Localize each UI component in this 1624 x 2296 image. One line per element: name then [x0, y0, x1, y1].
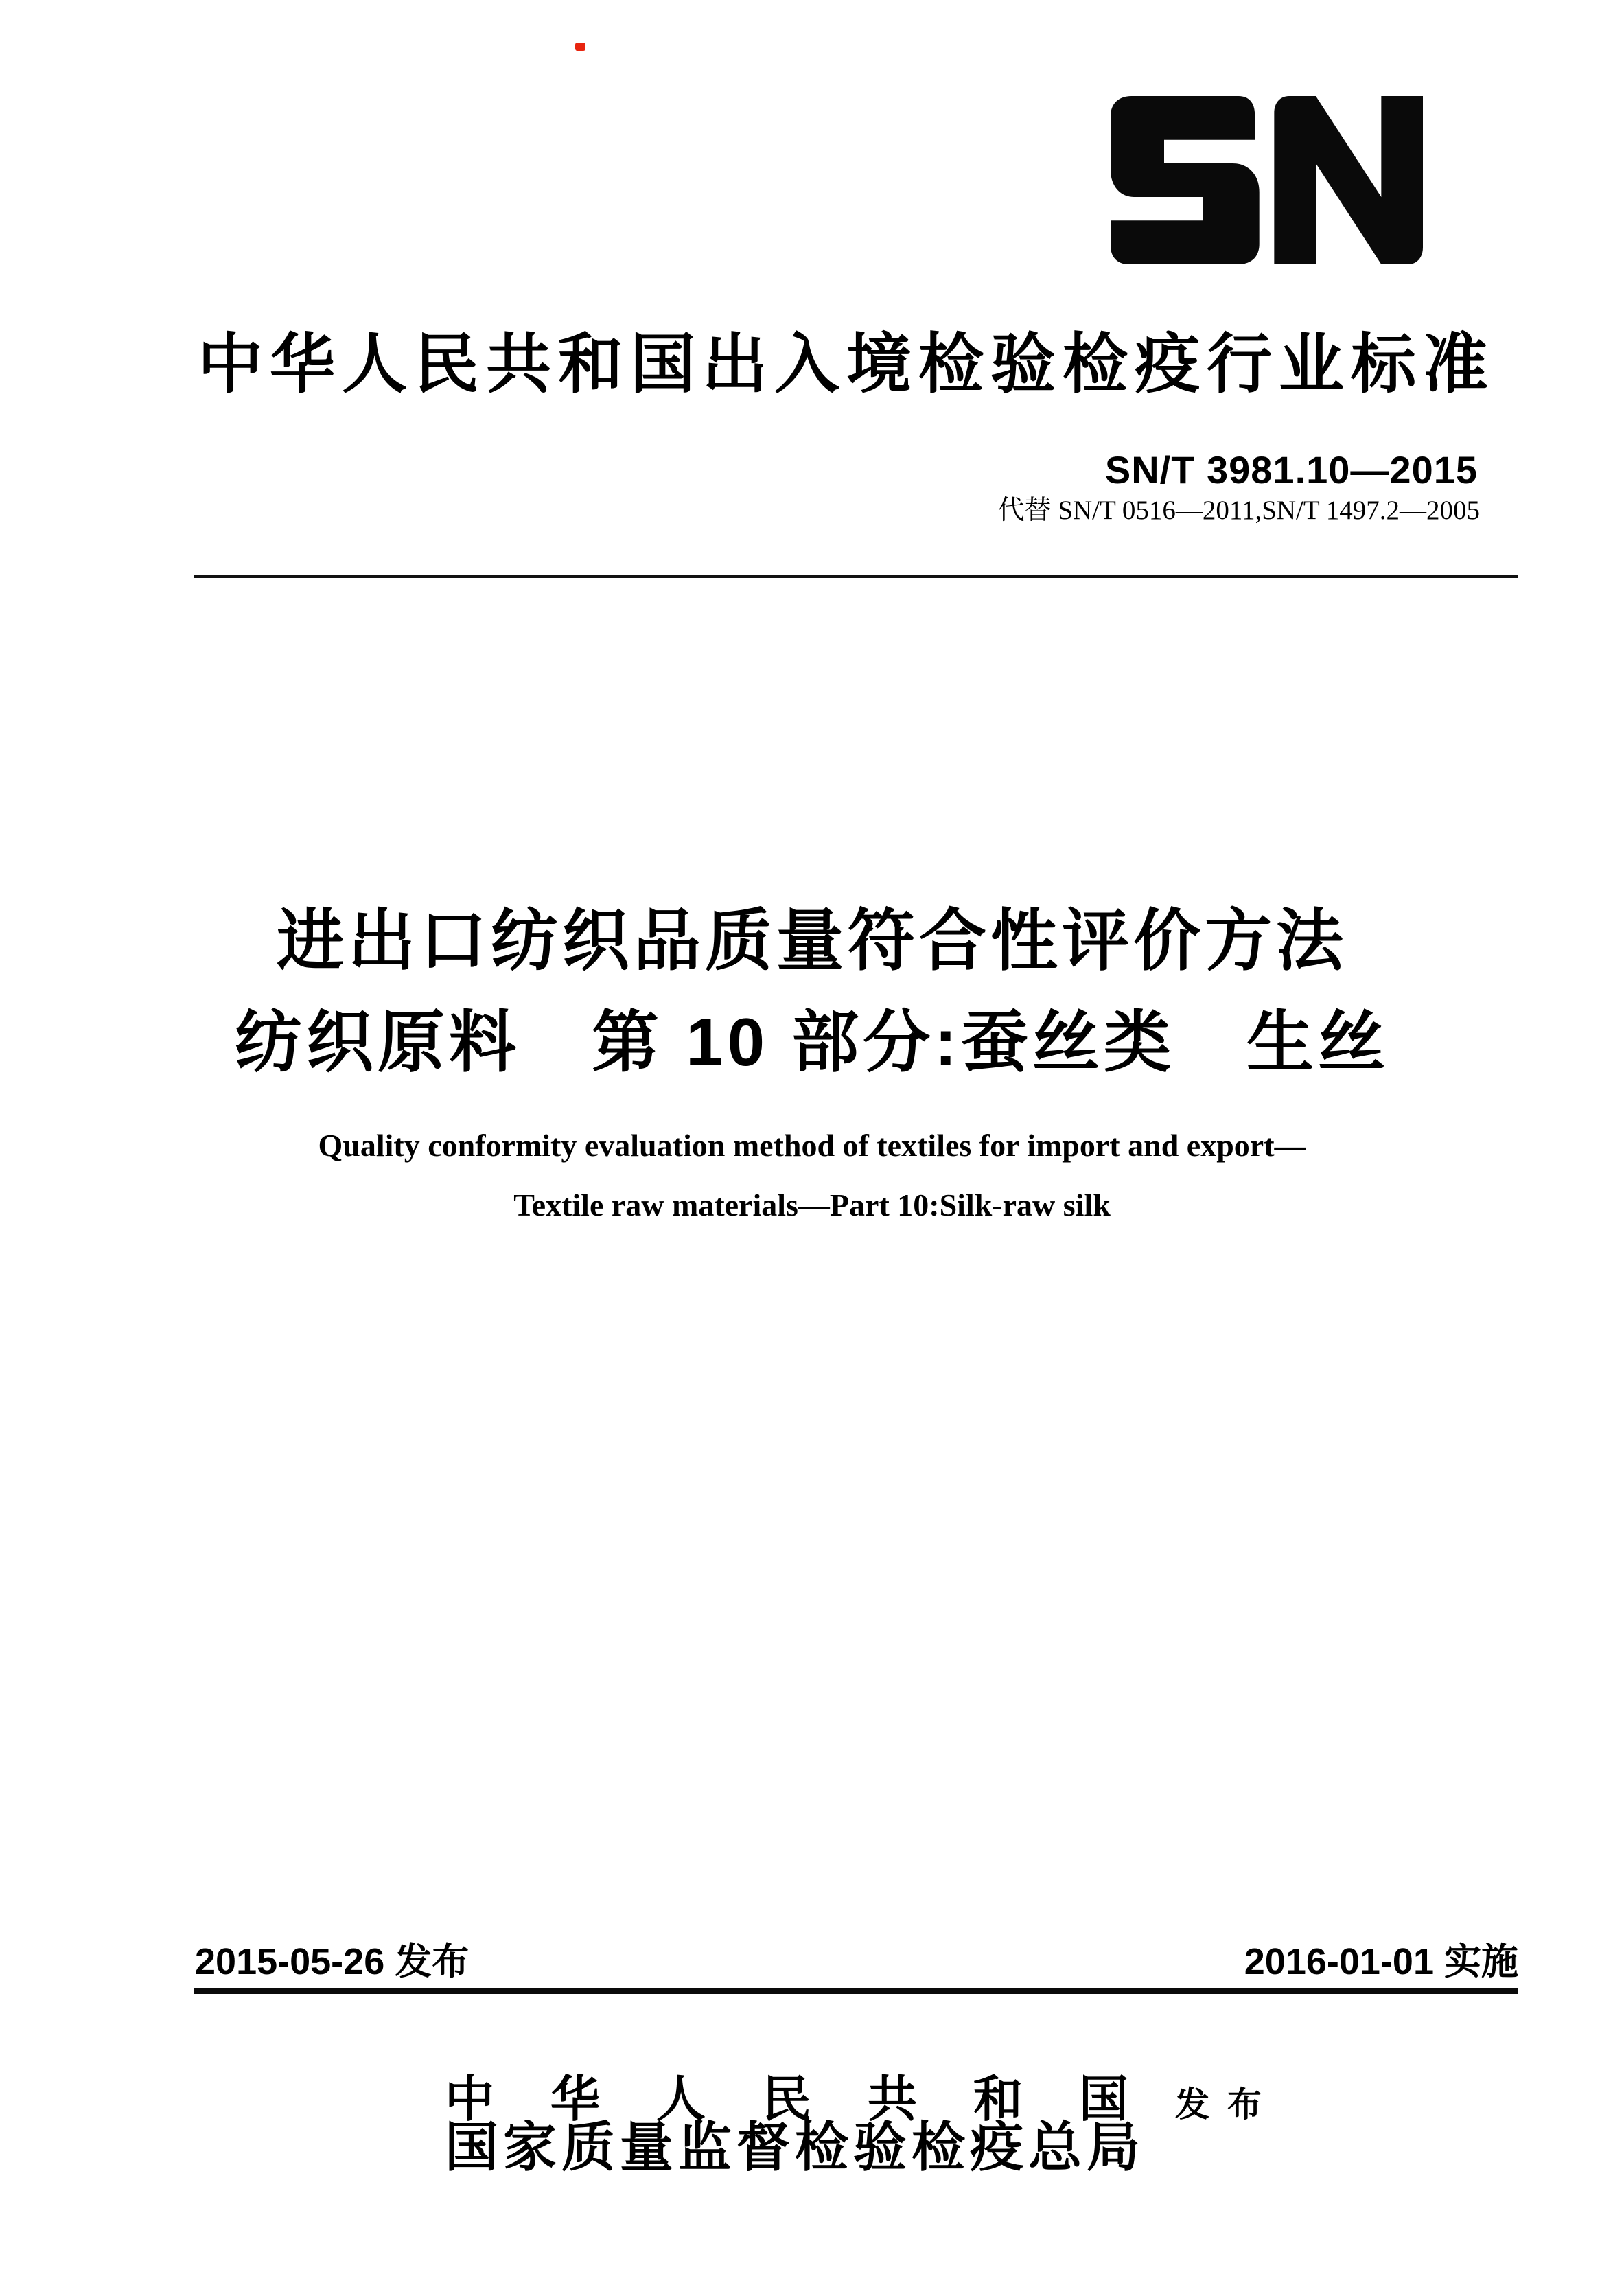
sn-logo-icon [1111, 96, 1423, 264]
publish-label: 发布 [1175, 2085, 1279, 2124]
publisher-name-line1: 中华人民共和国 [445, 2072, 1185, 2127]
footer-divider-rule [194, 1988, 1518, 1994]
document-title-en-line2: Textile raw materials—Part 10:Silk-raw silk [513, 1187, 1111, 1222]
header-divider-rule [194, 575, 1518, 578]
sn-logo [1111, 96, 1423, 264]
standard-number: SN/T 3981.10—2015 [1104, 448, 1478, 491]
industry-standard-heading: 中华人民共和国出入境检验检疫行业标准 [198, 328, 1496, 401]
document-title-en-line1: Quality conformity evaluation method of textiles for import and export— [318, 1128, 1306, 1163]
implementation-date: 2016-01-01 实施 [1244, 1941, 1518, 1982]
red-dot-mark [575, 43, 585, 51]
publisher-name-line2: 国家质量监督检验检疫总局 [445, 2118, 1146, 2177]
issue-date: 2015-05-26 发布 [195, 1941, 469, 1982]
document-title-zh-line2: 纺织原料 第 10 部分:蚕丝类 生丝 [234, 1004, 1390, 1080]
document-title-zh-line1: 进出口纺织品质量符合性评价方法 [276, 903, 1347, 978]
replaced-standards-note: 代替 SN/T 0516—2011,SN/T 1497.2—2005 [997, 496, 1480, 525]
